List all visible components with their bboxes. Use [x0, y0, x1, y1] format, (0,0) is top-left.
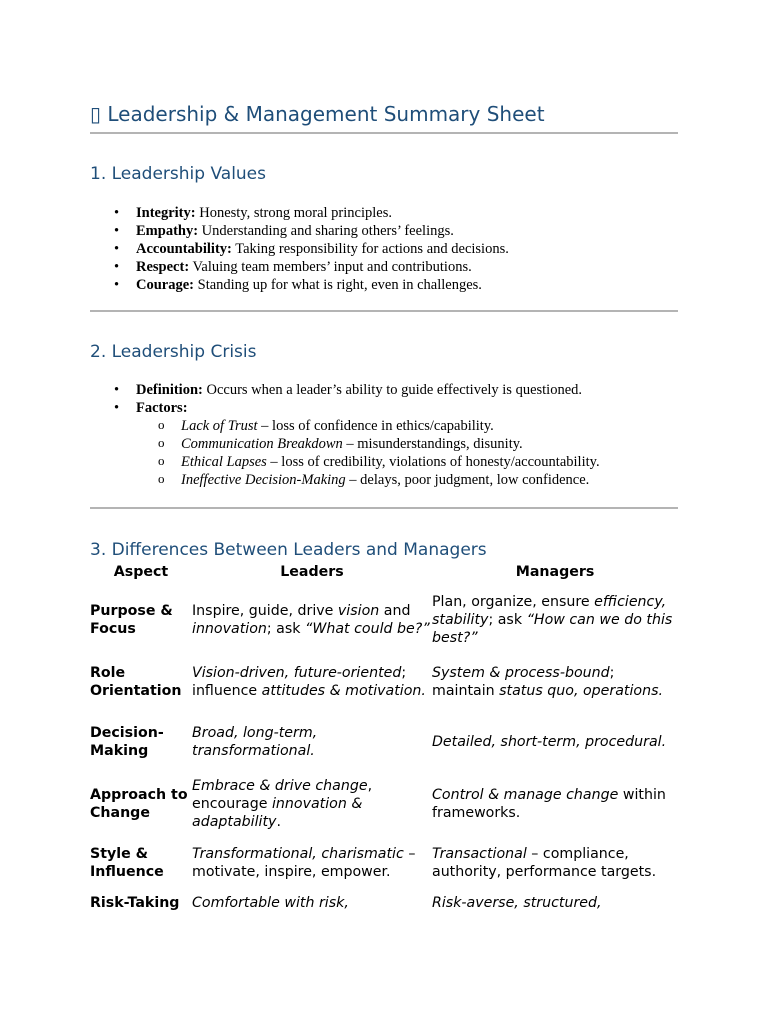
table-row — [90, 587, 678, 653]
description: Taking responsibility for actions and decisions. — [231, 241, 509, 257]
leaders-cell — [192, 710, 432, 773]
factor-description: – misunderstandings, disunity. — [342, 436, 523, 452]
cell-text: Detailed, short-term, procedural. — [432, 733, 667, 750]
sub-list-item — [181, 471, 600, 489]
page-title — [90, 102, 545, 126]
column-header-managers: Managers — [515, 564, 595, 580]
cell-text: attitudes & motivation. — [261, 682, 426, 699]
cell-text: , encourage — [192, 777, 373, 812]
leaders-cell — [192, 653, 432, 710]
cell-text: . — [276, 813, 281, 830]
leaders-cell — [192, 773, 432, 834]
divider — [90, 310, 678, 312]
leaders-cell — [192, 834, 432, 892]
aspect-cell: Approach to Change — [90, 786, 188, 821]
cell-text: “How can we do this best?” — [432, 612, 673, 646]
factor-term: Lack of Trust — [181, 418, 258, 434]
sub-list-item — [181, 453, 600, 471]
table-row — [90, 773, 678, 834]
description: Valuing team members’ input and contributions. — [189, 259, 472, 275]
cell-text: Transactional — [432, 846, 527, 862]
factor-description: – delays, poor judgment, low confidence. — [345, 472, 590, 488]
factor-description: – loss of confidence in ethics/capability. — [257, 418, 494, 434]
cell-text: Inspire, guide, drive — [192, 603, 338, 619]
cell-text: – motivate, inspire, empower. — [192, 846, 416, 880]
page-title-text: Leadership & Management Summary Sheet — [107, 102, 545, 126]
list-item — [136, 222, 509, 240]
cell-text: within frameworks. — [432, 786, 666, 821]
cell-text: ; ask — [488, 612, 527, 628]
description: Understanding and sharing others’ feelings. — [198, 223, 454, 239]
definition-text: Occurs when a leader’s ability to guide effectively is questioned. — [202, 382, 583, 398]
cell-text: Plan, organize, ensure — [432, 594, 595, 610]
managers-cell — [432, 773, 678, 834]
aspect-cell: Decision-Making — [90, 724, 164, 759]
managers-cell — [432, 653, 678, 710]
cell-text: Risk-averse, structured, — [432, 895, 602, 911]
cell-text: “What could be?” — [304, 621, 430, 637]
aspect-cell: Style & Influence — [90, 846, 164, 880]
divider — [90, 132, 678, 134]
cell-text: Control & manage change — [432, 786, 619, 803]
factor-term: Ethical Lapses — [181, 454, 267, 470]
section-heading-values: 1. Leadership Values — [90, 164, 267, 184]
column-header-aspect: Aspect — [113, 564, 169, 580]
sub-list-item — [181, 435, 600, 453]
leaders-cell — [192, 587, 432, 653]
sub-list-item — [181, 417, 600, 435]
aspect-cell: Purpose & Focus — [90, 603, 173, 637]
description: Standing up for what is right, even in challenges. — [194, 277, 482, 293]
factor-term: Ineffective Decision-Making — [181, 472, 346, 488]
cell-text: Transformational, charismatic — [192, 846, 404, 862]
aspect-cell: Role Orientation — [90, 664, 182, 699]
document-icon: ▯ — [90, 102, 102, 126]
aspect-cell: Risk-Taking — [90, 895, 180, 911]
cell-text: Vision-driven, future-oriented — [192, 664, 402, 681]
list-item — [136, 276, 509, 294]
factors-list — [136, 417, 600, 489]
term: Factors: — [136, 400, 188, 416]
term: Integrity: — [136, 205, 196, 221]
cell-text: System & process-bound — [432, 664, 610, 681]
section-heading-differences: 3. Differences Between Leaders and Managers — [90, 540, 487, 560]
managers-cell — [432, 834, 678, 892]
list-item-definition — [136, 381, 600, 399]
cell-text: efficiency, stability — [432, 594, 667, 628]
cell-text: Comfortable with risk, — [192, 895, 349, 911]
cell-text: Embrace & drive change — [192, 777, 368, 794]
values-list — [90, 204, 509, 294]
term: Accountability: — [136, 241, 232, 257]
cell-text: status quo, operations. — [499, 682, 663, 699]
table-row — [90, 710, 678, 773]
comparison-table — [90, 563, 678, 922]
table-row — [90, 653, 678, 710]
cell-text: ; maintain — [432, 664, 615, 699]
factor-description: – loss of credibility, violations of honesty/accountability. — [266, 454, 600, 470]
list-item — [136, 240, 509, 258]
factor-term: Communication Breakdown — [181, 436, 343, 452]
cell-text: Broad, long-term, transformational. — [192, 724, 318, 759]
cell-text: innovation & adaptability — [192, 795, 363, 830]
section-heading-crisis: 2. Leadership Crisis — [90, 342, 257, 362]
cell-text: – compliance, authority, performance targets. — [432, 846, 657, 880]
list-item — [136, 204, 509, 222]
list-item-factors — [136, 399, 600, 489]
divider — [90, 507, 678, 509]
cell-text: ; influence — [192, 664, 407, 699]
managers-cell — [432, 892, 678, 922]
table-row — [90, 834, 678, 892]
description: Honesty, strong moral principles. — [195, 205, 392, 221]
cell-text: innovation — [192, 621, 267, 637]
cell-text: vision — [337, 603, 380, 619]
term: Courage: — [136, 277, 194, 293]
leaders-cell — [192, 892, 432, 922]
column-header-leaders: Leaders — [280, 564, 344, 580]
term: Respect: — [136, 259, 190, 275]
list-item — [136, 258, 509, 276]
cell-text: ; ask — [266, 621, 305, 637]
table-row — [90, 892, 678, 922]
managers-cell — [432, 710, 678, 773]
cell-text: and — [379, 603, 411, 619]
managers-cell — [432, 587, 678, 653]
crisis-list — [90, 381, 600, 489]
table-header-row — [90, 563, 678, 587]
term: Definition: — [136, 382, 203, 398]
term: Empathy: — [136, 223, 199, 239]
